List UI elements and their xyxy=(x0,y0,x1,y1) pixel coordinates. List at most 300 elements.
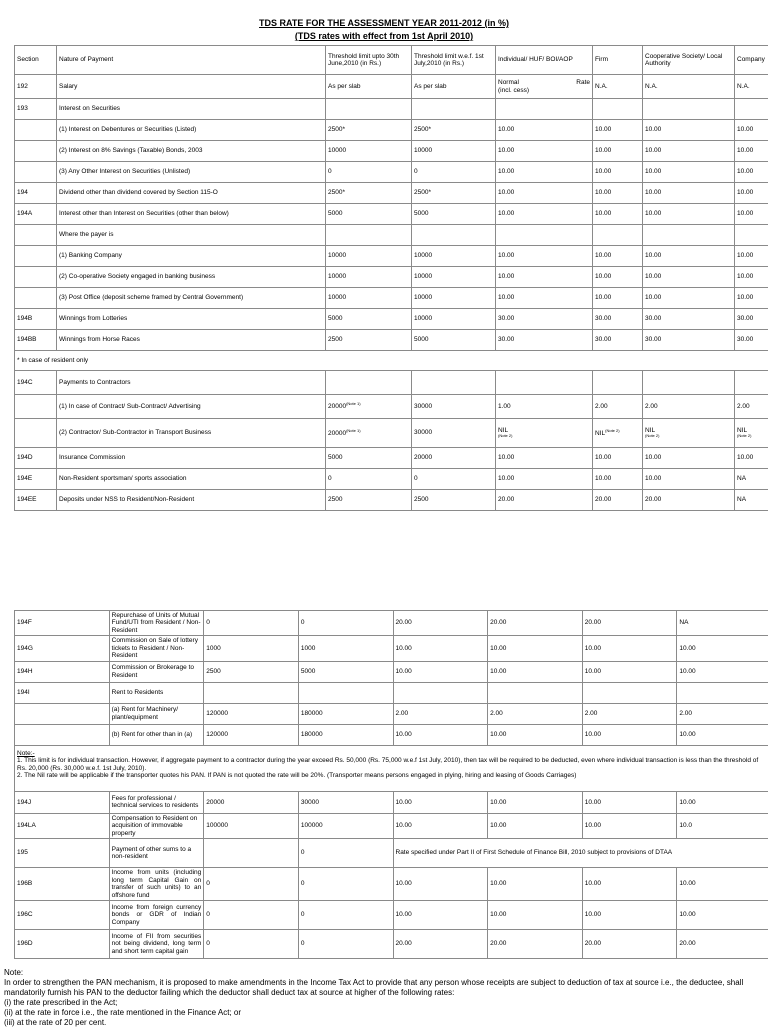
cell-company: 30.00 xyxy=(735,309,768,330)
cell-individual: 10.00 xyxy=(393,901,488,930)
cell-section: 194E xyxy=(15,469,57,490)
cell-section: 194BB xyxy=(15,330,57,351)
cell-coop: 30.00 xyxy=(643,309,735,330)
cell-coop: 10.00 xyxy=(582,901,677,930)
cell-nature: Commission or Brokerage to Resident xyxy=(109,661,204,682)
cell-threshold-new: 5000 xyxy=(412,330,496,351)
cell-nature: (a) Rent for Machinery/ plant/equipment xyxy=(109,703,204,724)
note-ref: (Note 2) xyxy=(605,428,619,433)
cell-section xyxy=(15,267,57,288)
cell-section xyxy=(15,703,110,724)
cell-section: 196D xyxy=(15,930,110,959)
cell-threshold-new: 30000 xyxy=(412,395,496,419)
note-line-1: 1. This limit is for individual transaction. However, if aggregate payment to a contractor during the year exceed Rs. 50,000 (Rs. 75,000 w.e.f 1st July, 2010), then tax will be required to be deducted, even where individual transaction is less than the threshold of Rs. 20,000 (Rs. 30,000 w.e.f. 1st July, 2010). xyxy=(17,757,768,772)
cell-firm: 20.00 xyxy=(593,490,643,511)
cell-threshold-old: 10000 xyxy=(326,288,412,309)
cell-company: 2.00 xyxy=(677,703,768,724)
cell-individual: 1.00 xyxy=(496,395,593,419)
cell-firm: 10.00 xyxy=(593,267,643,288)
table-row xyxy=(15,930,768,959)
cell-nature: Commission on Sale of lottery tickets to Resident / Non- Resident xyxy=(109,636,204,661)
cell-threshold-old: As per slab xyxy=(326,75,412,99)
cell-nature: Where the payer is xyxy=(57,225,326,246)
cell-threshold-new xyxy=(298,682,393,703)
cell-threshold-old: 0 xyxy=(204,930,299,959)
cell-threshold-old: 0 xyxy=(204,611,299,636)
cell-threshold-new: 0 xyxy=(298,868,393,901)
cell-company: 10.00 xyxy=(677,724,768,745)
cell-section: 194J xyxy=(15,791,110,813)
cell-individual: 10.00 xyxy=(496,469,593,490)
note-ref: (Note 1) xyxy=(346,401,360,406)
cell-coop: 10.00 xyxy=(643,267,735,288)
cell-firm: 10.00 xyxy=(593,288,643,309)
cell-coop: 30.00 xyxy=(643,330,735,351)
cell-section: 196B xyxy=(15,868,110,901)
cell-nature: Income of FII from securities not being dividend, long term and short term capital gain xyxy=(109,930,204,959)
table-row xyxy=(15,120,768,141)
cell-threshold-new: 20000 xyxy=(412,448,496,469)
cell-firm: 10.00 xyxy=(488,724,583,745)
cell-section: 194 xyxy=(15,183,57,204)
rate-word-cess: (incl. cess) xyxy=(498,87,529,94)
table-row xyxy=(15,839,768,868)
cell-coop: 2.00 xyxy=(582,703,677,724)
cell-section: 194B xyxy=(15,309,57,330)
cell-threshold-old: 0 xyxy=(326,469,412,490)
cell-threshold-new: 10000 xyxy=(412,288,496,309)
cell-threshold-new: 0 xyxy=(298,901,393,930)
cell-threshold-new xyxy=(412,99,496,120)
cell-company: 30.00 xyxy=(735,330,768,351)
cell-company: NA xyxy=(735,490,768,511)
cell-nature: Winnings from Lotteries xyxy=(57,309,326,330)
table-row xyxy=(15,225,768,246)
cell-threshold-old: 10000 xyxy=(326,267,412,288)
cell-coop xyxy=(582,682,677,703)
table-row xyxy=(15,636,768,661)
cell-threshold-old: $20000^{(Note 1)}$ xyxy=(326,419,412,448)
cell-threshold-new: 0 xyxy=(298,839,393,868)
header-individual: Individual/ HUF/ BOI/AOP xyxy=(496,46,593,75)
cell-threshold-old: 5000 xyxy=(326,204,412,225)
rate-word-normal: Normal xyxy=(498,79,519,86)
cell-coop xyxy=(643,225,735,246)
cell-firm xyxy=(593,99,643,120)
cell-threshold-old: $20000^{(Note 1)}$ xyxy=(326,395,412,419)
cell-nature: (b) Rent for other than in (a) xyxy=(109,724,204,745)
cell-threshold-old: 2500 xyxy=(326,490,412,511)
cell-company: 10.00 xyxy=(735,141,768,162)
cell-company: 20.00 xyxy=(677,930,768,959)
header-company: Company xyxy=(735,46,768,75)
pan-note-text: In order to strengthen the PAN mechanism, it is proposed to make amendments in the Income Tax Act to provide that any person whose receipts are subject to deduction of tax at source i.e., the deductee, shall mandatorily furnish his PAN to the deductor failing which the deductor shall deduct tax at source at higher of the following rates: xyxy=(4,978,766,998)
cell-coop: 2.00 xyxy=(643,395,735,419)
table-row xyxy=(15,448,768,469)
cell-coop: N.A. xyxy=(643,75,735,99)
cell-section: 194A xyxy=(15,204,57,225)
table-row xyxy=(15,703,768,724)
cell-firm: 30.00 xyxy=(593,330,643,351)
cell-firm: $NIL^{(Note 2)}$ xyxy=(593,419,643,448)
cell-coop: 10.00 xyxy=(643,120,735,141)
table-row xyxy=(15,75,768,99)
page-title: TDS RATE FOR THE ASSESSMENT YEAR 2011-2012 (in %) xyxy=(0,18,768,28)
page-subtitle: (TDS rates with effect from 1st April 2010) xyxy=(0,31,768,41)
cell-nature: Dividend other than dividend covered by Section 115-O xyxy=(57,183,326,204)
cell-threshold-old: 5000 xyxy=(326,309,412,330)
cell-threshold-new: 30000 xyxy=(298,791,393,813)
cell-nature: (3) Post Office (deposit scheme framed by Central Government) xyxy=(57,288,326,309)
cell-individual: 20.00 xyxy=(496,490,593,511)
cell-firm: 20.00 xyxy=(488,930,583,959)
cell-nature: (2) Interest on 8% Savings (Taxable) Bonds, 2003 xyxy=(57,141,326,162)
cell-coop: 10.00 xyxy=(582,724,677,745)
cell-company: 10.00 xyxy=(677,661,768,682)
note-ref: (Note 2) xyxy=(737,434,768,439)
cell-individual: 10.00 xyxy=(496,120,593,141)
cell-individual: 20.00 xyxy=(393,930,488,959)
cell-company: 10.00 xyxy=(735,448,768,469)
cell-individual: 10.00 xyxy=(393,661,488,682)
table-footnote-row xyxy=(15,351,768,371)
cell-nature: Deposits under NSS to Resident/Non-Resident xyxy=(57,490,326,511)
cell-threshold-old: 20000 xyxy=(204,791,299,813)
cell-rate-specified: Rate specified under Part II of First Schedule of Finance Bill, 2010 subject to provisions of DTAA xyxy=(393,839,768,868)
cell-firm: 10.00 xyxy=(488,791,583,813)
cell-individual xyxy=(496,225,593,246)
cell-firm: 10.00 xyxy=(488,868,583,901)
cell-firm: 30.00 xyxy=(593,309,643,330)
table-row xyxy=(15,611,768,636)
cell-individual: 20.00 xyxy=(393,611,488,636)
cell-nature: Payments to Contractors xyxy=(57,371,326,395)
cell-section: 196C xyxy=(15,901,110,930)
cell-threshold-new: 100000 xyxy=(298,813,393,838)
cell-firm: 10.00 xyxy=(488,636,583,661)
cell-firm: 10.00 xyxy=(593,204,643,225)
cell-threshold-new: 10000 xyxy=(412,141,496,162)
cell-threshold-old: 1000 xyxy=(204,636,299,661)
cell-threshold-old: 2500 xyxy=(204,661,299,682)
cell-coop: 10.00 xyxy=(643,448,735,469)
cell-company: 10.00 xyxy=(735,288,768,309)
cell-threshold-old: 0 xyxy=(204,868,299,901)
cell-nature: Repurchase of Units of Mutual Fund/UTI from Resident / Non-Resident xyxy=(109,611,204,636)
pan-note-item: (iii) at the rate of 20 per cent. xyxy=(4,1018,766,1028)
cell-nature: (1) Interest on Debentures or Securities (Listed) xyxy=(57,120,326,141)
cell-nature: (2) Co-operative Society engaged in banking business xyxy=(57,267,326,288)
pan-note xyxy=(4,968,766,1028)
cell-threshold-new: 0 xyxy=(298,611,393,636)
cell-company: NA xyxy=(735,469,768,490)
cell-company xyxy=(735,99,768,120)
cell-section xyxy=(15,395,57,419)
cell-threshold-old: 120000 xyxy=(204,703,299,724)
cell-individual: 10.00 xyxy=(496,267,593,288)
table-header-row xyxy=(15,46,768,75)
cell-threshold-new: As per slab xyxy=(412,75,496,99)
cell-coop: 10.00 xyxy=(582,868,677,901)
header-firm: Firm xyxy=(593,46,643,75)
cell-firm: 10.00 xyxy=(593,141,643,162)
cell-threshold-new: 10000 xyxy=(412,267,496,288)
cell-company: 10.0 xyxy=(677,813,768,838)
cell-firm: 10.00 xyxy=(488,901,583,930)
note-line-2: 2. The Nil rate will be applicable if the transporter quotes his PAN. If PAN is not quoted the rate will be 20%. (Transporter means persons engaged in plying, hiring and leasing of Goods Carriages) xyxy=(17,772,768,779)
cell-firm: 10.00 xyxy=(488,661,583,682)
note-ref: (Note 2) xyxy=(498,434,590,439)
cell-nature: Payment of other sums to a non-resident xyxy=(109,839,204,868)
cell-threshold-old: 0 xyxy=(204,901,299,930)
cell-individual: 10.00 xyxy=(496,183,593,204)
cell-section: 194EE xyxy=(15,490,57,511)
cell-company: 2.00 xyxy=(735,395,768,419)
table-row xyxy=(15,682,768,703)
cell-firm: 10.00 xyxy=(593,120,643,141)
cell-section: 194H xyxy=(15,661,110,682)
cell-threshold-new: 10000 xyxy=(412,246,496,267)
cell-threshold-new: 5000 xyxy=(298,661,393,682)
cell-company xyxy=(677,682,768,703)
cell-company xyxy=(735,225,768,246)
tds-rate-table xyxy=(14,45,768,511)
note-ref: (Note 2) xyxy=(645,434,732,439)
cell-nature: Income from units (including long term Capital Gain on transfer of such units) to an offshore fund xyxy=(109,868,204,901)
cell-individual: 30.00 xyxy=(496,309,593,330)
cell-section: 192 xyxy=(15,75,57,99)
cell-section: 194F xyxy=(15,611,110,636)
pan-note-item: (i) the rate prescribed in the Act; xyxy=(4,998,766,1008)
cell-threshold-old: 100000 xyxy=(204,813,299,838)
cell-threshold-new: 1000 xyxy=(298,636,393,661)
cell-threshold-new: 10000 xyxy=(412,309,496,330)
cell-nature: Income from foreign currency bonds or GDR of Indian Company xyxy=(109,901,204,930)
cell-coop: 10.00 xyxy=(643,141,735,162)
cell-threshold-new: 0 xyxy=(412,469,496,490)
cell-company: 10.00 xyxy=(677,901,768,930)
cell-section xyxy=(15,141,57,162)
pan-note-item: (ii) at the rate in force i.e., the rate mentioned in the Finance Act; or xyxy=(4,1008,766,1018)
cell-individual: 10.00 xyxy=(393,724,488,745)
cell-individual: 10.00 xyxy=(393,813,488,838)
cell-nature: Winnings from Horse Races xyxy=(57,330,326,351)
table-row xyxy=(15,267,768,288)
rate-word-rate: Rate xyxy=(576,79,590,86)
cell-individual: 10.00 xyxy=(496,162,593,183)
cell-coop: 10.00 xyxy=(643,246,735,267)
cell-firm xyxy=(488,682,583,703)
cell-coop: 20.00 xyxy=(582,930,677,959)
cell-company: 10.00 xyxy=(735,267,768,288)
note-heading: Note:- xyxy=(17,750,768,757)
table-row xyxy=(15,246,768,267)
table-row xyxy=(15,183,768,204)
cell-coop: 10.00 xyxy=(582,661,677,682)
cell-section: 194D xyxy=(15,448,57,469)
cell-threshold-old: 10000 xyxy=(326,246,412,267)
cell-section: 194G xyxy=(15,636,110,661)
table-row xyxy=(15,419,768,448)
cell-coop: 20.00 xyxy=(643,490,735,511)
cell-threshold-new: 2500* xyxy=(412,183,496,204)
cell-firm: 10.00 xyxy=(593,162,643,183)
cell-nature: Rent to Residents xyxy=(109,682,204,703)
cell-company: 10.00 xyxy=(677,791,768,813)
table-row xyxy=(15,868,768,901)
cell-company: 10.00 xyxy=(735,183,768,204)
table-row xyxy=(15,395,768,419)
cell-company: N.A. xyxy=(735,75,768,99)
table-row xyxy=(15,469,768,490)
cell-nature: Insurance Commission xyxy=(57,448,326,469)
table-row xyxy=(15,141,768,162)
cell-individual: 10.00 xyxy=(393,868,488,901)
cell-threshold-new: 2500* xyxy=(412,120,496,141)
cell-individual: 10.00 xyxy=(496,288,593,309)
cell-firm: 20.00 xyxy=(488,611,583,636)
table-row xyxy=(15,330,768,351)
cell-threshold-old: 0 xyxy=(326,162,412,183)
cell-section xyxy=(15,162,57,183)
cell-nature: (2) Contractor/ Sub-Contractor in Transport Business xyxy=(57,419,326,448)
cell-coop: NIL (Note 2) xyxy=(643,419,735,448)
cell-firm xyxy=(593,225,643,246)
cell-company: 10.00 xyxy=(735,204,768,225)
cell-coop: 10.00 xyxy=(643,204,735,225)
cell-company: NA xyxy=(677,611,768,636)
pan-note-heading: Note: xyxy=(4,968,766,978)
cell-individual: 10.00 xyxy=(393,791,488,813)
cell-threshold-new: 0 xyxy=(412,162,496,183)
cell-threshold-new: 180000 xyxy=(298,703,393,724)
cell-coop xyxy=(643,99,735,120)
cell-coop: 10.00 xyxy=(643,183,735,204)
cell-coop: 20.00 xyxy=(582,611,677,636)
cell-section xyxy=(15,288,57,309)
header-nature: Nature of Payment xyxy=(57,46,326,75)
cell-nature: (1) In case of Contract/ Sub-Contract/ Advertising xyxy=(57,395,326,419)
cell-threshold-old xyxy=(204,839,299,868)
cell-threshold-old xyxy=(326,225,412,246)
cell-individual xyxy=(496,99,593,120)
cell-company: 10.00 xyxy=(677,868,768,901)
cell-threshold-old: 120000 xyxy=(204,724,299,745)
cell-firm: 2.00 xyxy=(593,395,643,419)
cell-threshold-old xyxy=(204,682,299,703)
cell-threshold-old: 2500 xyxy=(326,330,412,351)
cell-threshold-new: 30000 xyxy=(412,419,496,448)
cell-company: NIL (Note 2) xyxy=(735,419,768,448)
cell-individual: 10.00 xyxy=(393,636,488,661)
table-row xyxy=(15,724,768,745)
cell-nature: (1) Banking Company xyxy=(57,246,326,267)
cell-threshold-old: 2500* xyxy=(326,183,412,204)
cell-firm: 10.00 xyxy=(593,183,643,204)
table-row xyxy=(15,288,768,309)
cell-firm: N.A. xyxy=(593,75,643,99)
header-threshold-old: Threshold limit upto 30th June,2010 (in Rs.) xyxy=(326,46,412,75)
cell-coop: 10.00 xyxy=(643,469,735,490)
cell-nature: Interest on Securities xyxy=(57,99,326,120)
contractor-note xyxy=(15,745,768,791)
cell-section xyxy=(15,246,57,267)
note-row xyxy=(15,745,768,791)
cell-threshold-new: 2500 xyxy=(412,490,496,511)
cell-nature: Interest other than Interest on Securities (other than below) xyxy=(57,204,326,225)
cell-individual xyxy=(393,682,488,703)
cell-company: 10.00 xyxy=(677,636,768,661)
cell-section: 193 xyxy=(15,99,57,120)
cell-section: 194I xyxy=(15,682,110,703)
cell-section: 194LA xyxy=(15,813,110,838)
cell-coop: 10.00 xyxy=(582,813,677,838)
cell-section xyxy=(15,419,57,448)
table-row xyxy=(15,99,768,120)
table-row xyxy=(15,901,768,930)
cell-firm: 10.00 xyxy=(593,448,643,469)
cell-threshold-old xyxy=(326,99,412,120)
table-row xyxy=(15,490,768,511)
cell-individual: 30.00 xyxy=(496,330,593,351)
cell-individual: 10.00 xyxy=(496,448,593,469)
cell-coop: 10.00 xyxy=(643,162,735,183)
cell-threshold-old: 2500* xyxy=(326,120,412,141)
table-row xyxy=(15,162,768,183)
cell-company: 10.00 xyxy=(735,246,768,267)
cell-firm: 10.00 xyxy=(593,469,643,490)
table-row xyxy=(15,813,768,838)
table-row xyxy=(15,791,768,813)
cell-threshold-new xyxy=(412,225,496,246)
table-row xyxy=(15,309,768,330)
cell-coop: 10.00 xyxy=(582,791,677,813)
cell-nature: (3) Any Other Interest on Securities (Unlisted) xyxy=(57,162,326,183)
cell-firm: 10.00 xyxy=(488,813,583,838)
cell-nature: Fees for professional / technical services to residents xyxy=(109,791,204,813)
cell-individual: NIL (Note 2) xyxy=(496,419,593,448)
cell-section: 195 xyxy=(15,839,110,868)
cell-threshold-new: 180000 xyxy=(298,724,393,745)
cell-company: 10.00 xyxy=(735,162,768,183)
cell-individual xyxy=(496,75,593,99)
cell-individual: 10.00 xyxy=(496,204,593,225)
cell-nature: Compensation to Resident on acquisition of immovable property xyxy=(109,813,204,838)
table-row xyxy=(15,204,768,225)
header-coop: Cooperative Society/ Local Authority xyxy=(643,46,735,75)
cell-section xyxy=(15,120,57,141)
tds-rate-table-page2 xyxy=(14,610,768,959)
cell-nature: Non-Resident sportsman/ sports association xyxy=(57,469,326,490)
cell-coop: 10.00 xyxy=(582,636,677,661)
cell-nature: Salary xyxy=(57,75,326,99)
table-row xyxy=(15,371,768,395)
cell-section xyxy=(15,724,110,745)
cell-section xyxy=(15,225,57,246)
cell-coop: 10.00 xyxy=(643,288,735,309)
note-ref: (Note 1) xyxy=(346,428,360,433)
table-row xyxy=(15,661,768,682)
cell-threshold-old: 10000 xyxy=(326,141,412,162)
header-section: Section xyxy=(15,46,57,75)
cell-firm: 10.00 xyxy=(593,246,643,267)
cell-individual: 10.00 xyxy=(496,141,593,162)
header-threshold-new: Threshold limit w.e.f. 1st July,2010 (in Rs.) xyxy=(412,46,496,75)
cell-company: 10.00 xyxy=(735,120,768,141)
cell-threshold-new: 0 xyxy=(298,930,393,959)
cell-threshold-new: 5000 xyxy=(412,204,496,225)
cell-individual: 10.00 xyxy=(496,246,593,267)
